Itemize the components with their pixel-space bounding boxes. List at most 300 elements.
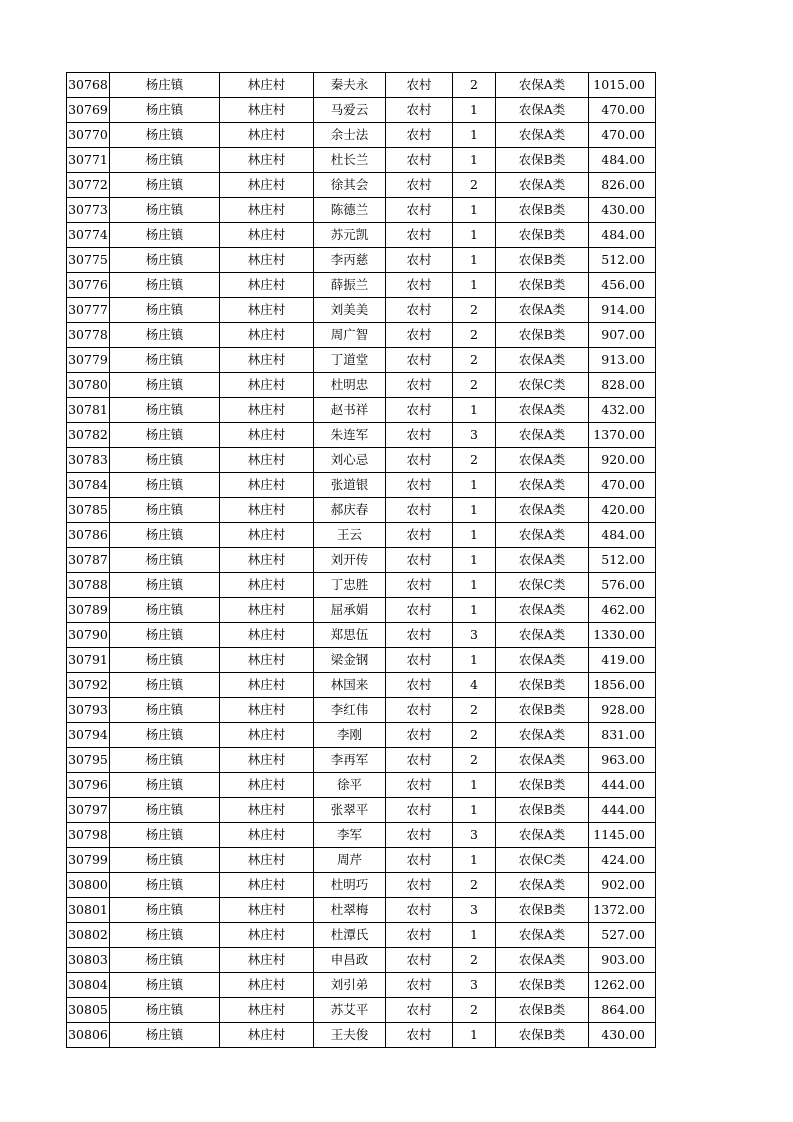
household-count-cell: 2 <box>453 998 496 1023</box>
record-id-cell: 30768 <box>67 73 110 98</box>
table-row <box>67 223 656 248</box>
insurance-category-cell: 农保B类 <box>496 323 589 348</box>
area-type-cell: 农村 <box>386 548 453 573</box>
record-id-cell: 30783 <box>67 448 110 473</box>
record-id-cell: 30785 <box>67 498 110 523</box>
household-count-cell: 1 <box>453 498 496 523</box>
record-id-cell: 30806 <box>67 1023 110 1048</box>
village-cell: 林庄村 <box>220 523 314 548</box>
insurance-category-cell: 农保A类 <box>496 648 589 673</box>
amount-cell: 928.00 <box>589 698 656 723</box>
household-count-cell: 2 <box>453 173 496 198</box>
record-id-cell: 30781 <box>67 398 110 423</box>
insurance-category-cell: 农保A类 <box>496 823 589 848</box>
household-count-cell: 2 <box>453 73 496 98</box>
table-row <box>67 148 656 173</box>
village-cell: 林庄村 <box>220 973 314 998</box>
town-cell: 杨庄镇 <box>110 698 220 723</box>
village-cell: 林庄村 <box>220 448 314 473</box>
village-cell: 林庄村 <box>220 223 314 248</box>
record-id-cell: 30802 <box>67 923 110 948</box>
person-name-cell: 赵书祥 <box>314 398 386 423</box>
household-count-cell: 1 <box>453 598 496 623</box>
village-cell: 林庄村 <box>220 248 314 273</box>
table-row <box>67 898 656 923</box>
table-row <box>67 698 656 723</box>
amount-cell: 963.00 <box>589 748 656 773</box>
record-id-cell: 30801 <box>67 898 110 923</box>
table-row <box>67 398 656 423</box>
town-cell: 杨庄镇 <box>110 998 220 1023</box>
town-cell: 杨庄镇 <box>110 623 220 648</box>
town-cell: 杨庄镇 <box>110 198 220 223</box>
person-name-cell: 徐平 <box>314 773 386 798</box>
insurance-category-cell: 农保A类 <box>496 498 589 523</box>
insurance-category-cell: 农保B类 <box>496 773 589 798</box>
town-cell: 杨庄镇 <box>110 323 220 348</box>
insurance-category-cell: 农保B类 <box>496 998 589 1023</box>
person-name-cell: 刘开传 <box>314 548 386 573</box>
town-cell: 杨庄镇 <box>110 923 220 948</box>
area-type-cell: 农村 <box>386 248 453 273</box>
town-cell: 杨庄镇 <box>110 848 220 873</box>
area-type-cell: 农村 <box>386 698 453 723</box>
area-type-cell: 农村 <box>386 223 453 248</box>
area-type-cell: 农村 <box>386 173 453 198</box>
table-row <box>67 498 656 523</box>
insurance-category-cell: 农保B类 <box>496 248 589 273</box>
amount-cell: 914.00 <box>589 298 656 323</box>
person-name-cell: 屈承娟 <box>314 598 386 623</box>
insurance-category-cell: 农保A类 <box>496 298 589 323</box>
amount-cell: 576.00 <box>589 573 656 598</box>
area-type-cell: 农村 <box>386 98 453 123</box>
area-type-cell: 农村 <box>386 123 453 148</box>
amount-cell: 907.00 <box>589 323 656 348</box>
area-type-cell: 农村 <box>386 323 453 348</box>
person-name-cell: 李刚 <box>314 723 386 748</box>
village-cell: 林庄村 <box>220 723 314 748</box>
amount-cell: 902.00 <box>589 873 656 898</box>
household-count-cell: 2 <box>453 698 496 723</box>
household-count-cell: 1 <box>453 648 496 673</box>
record-id-cell: 30804 <box>67 973 110 998</box>
person-name-cell: 郑思伍 <box>314 623 386 648</box>
household-count-cell: 2 <box>453 323 496 348</box>
record-id-cell: 30771 <box>67 148 110 173</box>
table-body <box>67 73 656 1048</box>
record-id-cell: 30772 <box>67 173 110 198</box>
village-cell: 林庄村 <box>220 923 314 948</box>
person-name-cell: 王夫俊 <box>314 1023 386 1048</box>
record-id-cell: 30769 <box>67 98 110 123</box>
amount-cell: 484.00 <box>589 523 656 548</box>
record-id-cell: 30805 <box>67 998 110 1023</box>
person-name-cell: 刘心忌 <box>314 448 386 473</box>
town-cell: 杨庄镇 <box>110 523 220 548</box>
amount-cell: 1015.00 <box>589 73 656 98</box>
area-type-cell: 农村 <box>386 448 453 473</box>
table-row <box>67 948 656 973</box>
record-id-cell: 30773 <box>67 198 110 223</box>
village-cell: 林庄村 <box>220 898 314 923</box>
village-cell: 林庄村 <box>220 473 314 498</box>
area-type-cell: 农村 <box>386 723 453 748</box>
town-cell: 杨庄镇 <box>110 373 220 398</box>
person-name-cell: 杜翠梅 <box>314 898 386 923</box>
amount-cell: 1145.00 <box>589 823 656 848</box>
record-id-cell: 30793 <box>67 698 110 723</box>
town-cell: 杨庄镇 <box>110 973 220 998</box>
person-name-cell: 李丙慈 <box>314 248 386 273</box>
village-cell: 林庄村 <box>220 648 314 673</box>
record-id-cell: 30786 <box>67 523 110 548</box>
town-cell: 杨庄镇 <box>110 873 220 898</box>
town-cell: 杨庄镇 <box>110 798 220 823</box>
table-row <box>67 998 656 1023</box>
area-type-cell: 农村 <box>386 398 453 423</box>
insurance-category-cell: 农保A类 <box>496 398 589 423</box>
town-cell: 杨庄镇 <box>110 573 220 598</box>
insurance-category-cell: 农保B类 <box>496 198 589 223</box>
insurance-category-cell: 农保A类 <box>496 923 589 948</box>
person-name-cell: 薛振兰 <box>314 273 386 298</box>
household-count-cell: 2 <box>453 748 496 773</box>
record-id-cell: 30779 <box>67 348 110 373</box>
amount-cell: 430.00 <box>589 1023 656 1048</box>
table-row <box>67 173 656 198</box>
area-type-cell: 农村 <box>386 648 453 673</box>
village-cell: 林庄村 <box>220 73 314 98</box>
insurance-category-cell: 农保A类 <box>496 623 589 648</box>
household-count-cell: 2 <box>453 298 496 323</box>
amount-cell: 484.00 <box>589 223 656 248</box>
village-cell: 林庄村 <box>220 998 314 1023</box>
village-cell: 林庄村 <box>220 798 314 823</box>
insurance-category-cell: 农保A类 <box>496 98 589 123</box>
amount-cell: 1372.00 <box>589 898 656 923</box>
village-cell: 林庄村 <box>220 148 314 173</box>
household-count-cell: 1 <box>453 923 496 948</box>
person-name-cell: 杜潭氏 <box>314 923 386 948</box>
household-count-cell: 1 <box>453 123 496 148</box>
amount-cell: 444.00 <box>589 798 656 823</box>
village-cell: 林庄村 <box>220 323 314 348</box>
insurance-category-cell: 农保A类 <box>496 423 589 448</box>
village-cell: 林庄村 <box>220 848 314 873</box>
village-cell: 林庄村 <box>220 373 314 398</box>
amount-cell: 430.00 <box>589 198 656 223</box>
insurance-category-cell: 农保A类 <box>496 523 589 548</box>
household-count-cell: 1 <box>453 98 496 123</box>
area-type-cell: 农村 <box>386 198 453 223</box>
town-cell: 杨庄镇 <box>110 98 220 123</box>
person-name-cell: 刘引弟 <box>314 973 386 998</box>
table-row <box>67 373 656 398</box>
household-count-cell: 1 <box>453 148 496 173</box>
area-type-cell: 农村 <box>386 973 453 998</box>
table-row <box>67 1023 656 1048</box>
table-row <box>67 623 656 648</box>
person-name-cell: 林国来 <box>314 673 386 698</box>
table-row <box>67 823 656 848</box>
table-row <box>67 123 656 148</box>
person-name-cell: 刘美美 <box>314 298 386 323</box>
amount-cell: 470.00 <box>589 123 656 148</box>
amount-cell: 420.00 <box>589 498 656 523</box>
amount-cell: 512.00 <box>589 548 656 573</box>
table-row <box>67 873 656 898</box>
town-cell: 杨庄镇 <box>110 148 220 173</box>
town-cell: 杨庄镇 <box>110 948 220 973</box>
amount-cell: 831.00 <box>589 723 656 748</box>
person-name-cell: 杜明巧 <box>314 873 386 898</box>
area-type-cell: 农村 <box>386 773 453 798</box>
town-cell: 杨庄镇 <box>110 473 220 498</box>
record-id-cell: 30799 <box>67 848 110 873</box>
record-id-cell: 30775 <box>67 248 110 273</box>
town-cell: 杨庄镇 <box>110 223 220 248</box>
area-type-cell: 农村 <box>386 273 453 298</box>
household-count-cell: 1 <box>453 773 496 798</box>
area-type-cell: 农村 <box>386 423 453 448</box>
record-id-cell: 30788 <box>67 573 110 598</box>
record-id-cell: 30778 <box>67 323 110 348</box>
village-cell: 林庄村 <box>220 673 314 698</box>
household-count-cell: 2 <box>453 948 496 973</box>
insurance-category-cell: 农保B类 <box>496 223 589 248</box>
town-cell: 杨庄镇 <box>110 673 220 698</box>
record-id-cell: 30780 <box>67 373 110 398</box>
insurance-category-cell: 农保B类 <box>496 148 589 173</box>
insurance-category-cell: 农保B类 <box>496 898 589 923</box>
village-cell: 林庄村 <box>220 623 314 648</box>
table-row <box>67 98 656 123</box>
village-cell: 林庄村 <box>220 698 314 723</box>
person-name-cell: 苏元凯 <box>314 223 386 248</box>
town-cell: 杨庄镇 <box>110 898 220 923</box>
area-type-cell: 农村 <box>386 348 453 373</box>
insurance-category-cell: 农保B类 <box>496 973 589 998</box>
village-cell: 林庄村 <box>220 348 314 373</box>
village-cell: 林庄村 <box>220 873 314 898</box>
amount-cell: 512.00 <box>589 248 656 273</box>
insurance-category-cell: 农保A类 <box>496 723 589 748</box>
village-cell: 林庄村 <box>220 123 314 148</box>
area-type-cell: 农村 <box>386 748 453 773</box>
record-id-cell: 30776 <box>67 273 110 298</box>
person-name-cell: 苏艾平 <box>314 998 386 1023</box>
record-id-cell: 30784 <box>67 473 110 498</box>
village-cell: 林庄村 <box>220 773 314 798</box>
area-type-cell: 农村 <box>386 923 453 948</box>
town-cell: 杨庄镇 <box>110 173 220 198</box>
household-count-cell: 1 <box>453 248 496 273</box>
person-name-cell: 李红伟 <box>314 698 386 723</box>
person-name-cell: 余士法 <box>314 123 386 148</box>
record-id-cell: 30789 <box>67 598 110 623</box>
area-type-cell: 农村 <box>386 298 453 323</box>
person-name-cell: 徐其会 <box>314 173 386 198</box>
record-id-cell: 30774 <box>67 223 110 248</box>
village-cell: 林庄村 <box>220 498 314 523</box>
table-row <box>67 973 656 998</box>
area-type-cell: 农村 <box>386 473 453 498</box>
insurance-category-cell: 农保A类 <box>496 948 589 973</box>
town-cell: 杨庄镇 <box>110 273 220 298</box>
amount-cell: 456.00 <box>589 273 656 298</box>
area-type-cell: 农村 <box>386 523 453 548</box>
household-count-cell: 1 <box>453 548 496 573</box>
area-type-cell: 农村 <box>386 73 453 98</box>
record-id-cell: 30796 <box>67 773 110 798</box>
amount-cell: 903.00 <box>589 948 656 973</box>
town-cell: 杨庄镇 <box>110 398 220 423</box>
amount-cell: 484.00 <box>589 148 656 173</box>
insurance-category-cell: 农保B类 <box>496 1023 589 1048</box>
person-name-cell: 张道银 <box>314 473 386 498</box>
table-row <box>67 923 656 948</box>
amount-cell: 470.00 <box>589 473 656 498</box>
table-row <box>67 273 656 298</box>
insurance-category-cell: 农保C类 <box>496 848 589 873</box>
amount-cell: 1856.00 <box>589 673 656 698</box>
area-type-cell: 农村 <box>386 623 453 648</box>
town-cell: 杨庄镇 <box>110 648 220 673</box>
person-name-cell: 王云 <box>314 523 386 548</box>
town-cell: 杨庄镇 <box>110 73 220 98</box>
household-count-cell: 1 <box>453 473 496 498</box>
record-id-cell: 30800 <box>67 873 110 898</box>
person-name-cell: 梁金钢 <box>314 648 386 673</box>
table-row <box>67 648 656 673</box>
household-count-cell: 3 <box>453 623 496 648</box>
table-row <box>67 773 656 798</box>
table-row <box>67 523 656 548</box>
area-type-cell: 农村 <box>386 148 453 173</box>
insurance-category-cell: 农保A类 <box>496 123 589 148</box>
person-name-cell: 陈德兰 <box>314 198 386 223</box>
town-cell: 杨庄镇 <box>110 598 220 623</box>
household-count-cell: 3 <box>453 973 496 998</box>
record-id-cell: 30792 <box>67 673 110 698</box>
village-cell: 林庄村 <box>220 298 314 323</box>
area-type-cell: 农村 <box>386 1023 453 1048</box>
town-cell: 杨庄镇 <box>110 248 220 273</box>
amount-cell: 920.00 <box>589 448 656 473</box>
person-name-cell: 马爱云 <box>314 98 386 123</box>
area-type-cell: 农村 <box>386 673 453 698</box>
household-count-cell: 1 <box>453 523 496 548</box>
household-count-cell: 2 <box>453 373 496 398</box>
household-count-cell: 2 <box>453 348 496 373</box>
record-id-cell: 30790 <box>67 623 110 648</box>
town-cell: 杨庄镇 <box>110 123 220 148</box>
village-cell: 林庄村 <box>220 1023 314 1048</box>
record-id-cell: 30791 <box>67 648 110 673</box>
town-cell: 杨庄镇 <box>110 723 220 748</box>
amount-cell: 864.00 <box>589 998 656 1023</box>
amount-cell: 444.00 <box>589 773 656 798</box>
area-type-cell: 农村 <box>386 873 453 898</box>
insurance-category-cell: 农保A类 <box>496 548 589 573</box>
town-cell: 杨庄镇 <box>110 773 220 798</box>
table-row <box>67 348 656 373</box>
person-name-cell: 丁忠胜 <box>314 573 386 598</box>
table-row <box>67 448 656 473</box>
insurance-category-cell: 农保A类 <box>496 473 589 498</box>
data-table <box>66 72 656 1048</box>
insurance-category-cell: 农保A类 <box>496 598 589 623</box>
town-cell: 杨庄镇 <box>110 1023 220 1048</box>
table-row <box>67 573 656 598</box>
table-row <box>67 748 656 773</box>
record-id-cell: 30770 <box>67 123 110 148</box>
household-count-cell: 1 <box>453 198 496 223</box>
amount-cell: 432.00 <box>589 398 656 423</box>
record-id-cell: 30787 <box>67 548 110 573</box>
person-name-cell: 杜明忠 <box>314 373 386 398</box>
household-count-cell: 2 <box>453 723 496 748</box>
village-cell: 林庄村 <box>220 548 314 573</box>
person-name-cell: 周芹 <box>314 848 386 873</box>
area-type-cell: 农村 <box>386 598 453 623</box>
village-cell: 林庄村 <box>220 948 314 973</box>
table-row <box>67 423 656 448</box>
area-type-cell: 农村 <box>386 498 453 523</box>
amount-cell: 527.00 <box>589 923 656 948</box>
insurance-category-cell: 农保C类 <box>496 573 589 598</box>
household-count-cell: 1 <box>453 798 496 823</box>
town-cell: 杨庄镇 <box>110 448 220 473</box>
person-name-cell: 郝庆春 <box>314 498 386 523</box>
household-count-cell: 1 <box>453 273 496 298</box>
village-cell: 林庄村 <box>220 748 314 773</box>
insurance-category-cell: 农保C类 <box>496 373 589 398</box>
record-id-cell: 30794 <box>67 723 110 748</box>
table-row <box>67 298 656 323</box>
insurance-category-cell: 农保B类 <box>496 698 589 723</box>
area-type-cell: 农村 <box>386 573 453 598</box>
amount-cell: 424.00 <box>589 848 656 873</box>
household-count-cell: 1 <box>453 573 496 598</box>
town-cell: 杨庄镇 <box>110 498 220 523</box>
village-cell: 林庄村 <box>220 598 314 623</box>
household-count-cell: 2 <box>453 448 496 473</box>
town-cell: 杨庄镇 <box>110 298 220 323</box>
record-id-cell: 30797 <box>67 798 110 823</box>
village-cell: 林庄村 <box>220 173 314 198</box>
area-type-cell: 农村 <box>386 823 453 848</box>
table-row <box>67 548 656 573</box>
insurance-category-cell: 农保B类 <box>496 673 589 698</box>
household-count-cell: 1 <box>453 1023 496 1048</box>
amount-cell: 913.00 <box>589 348 656 373</box>
amount-cell: 1330.00 <box>589 623 656 648</box>
village-cell: 林庄村 <box>220 573 314 598</box>
table-row <box>67 323 656 348</box>
amount-cell: 1370.00 <box>589 423 656 448</box>
person-name-cell: 朱连军 <box>314 423 386 448</box>
household-count-cell: 4 <box>453 673 496 698</box>
insurance-category-cell: 农保B类 <box>496 273 589 298</box>
area-type-cell: 农村 <box>386 373 453 398</box>
area-type-cell: 农村 <box>386 948 453 973</box>
amount-cell: 470.00 <box>589 98 656 123</box>
table-row <box>67 673 656 698</box>
town-cell: 杨庄镇 <box>110 423 220 448</box>
person-name-cell: 杜长兰 <box>314 148 386 173</box>
